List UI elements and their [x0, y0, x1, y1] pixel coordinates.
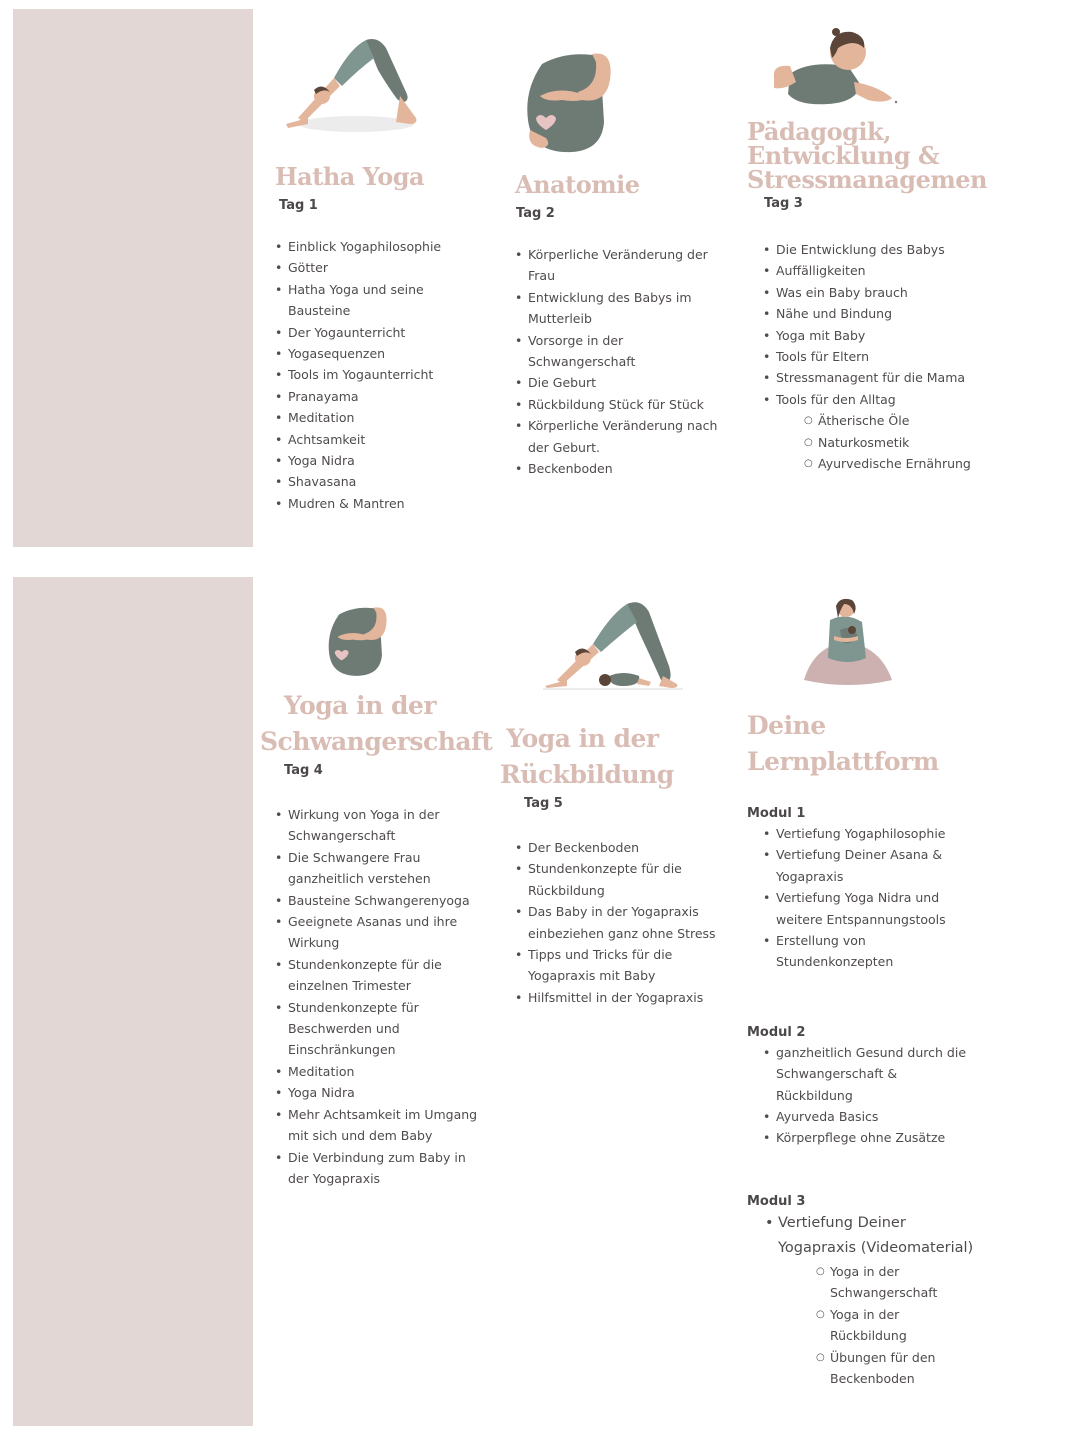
section-title-lernplattform: Deine Lernplattform: [747, 711, 939, 776]
list-item: [765, 1211, 977, 1389]
list-item: • Shavasana: [275, 471, 490, 492]
list-item: • Wirkung von Yoga in der Schwangerschaft: [275, 804, 485, 847]
list-item: • ganzheitlich Gesund durch die Schwangerschaft & Rückbildung: [763, 1042, 977, 1106]
list-item: • Tools im Yogaunterricht: [275, 364, 490, 385]
list-item: • Das Baby in der Yogapraxis einbeziehen ganz ohne Stress: [515, 901, 720, 944]
list-item: • Meditation: [275, 1061, 485, 1082]
list-item: [763, 389, 972, 475]
list-item: • Entwicklung des Babys im Mutterleib: [515, 287, 720, 330]
list-item: • Hatha Yoga und seine Bausteine: [275, 279, 490, 322]
list-item: • Geeignete Asanas und ihre Wirkung: [275, 911, 485, 954]
topic-list-paedagogik: [763, 239, 972, 474]
list-item: • Körperpflege ohne Zusätze: [763, 1127, 977, 1148]
list-item: • Die Geburt: [515, 372, 720, 393]
list-item: • Vertiefung Yogaphilosophie: [763, 823, 977, 844]
list-item: • Nähe und Bindung: [763, 303, 972, 324]
list-item: • Auffälligkeiten: [763, 260, 972, 281]
list-item: • Erstellung von Stundenkonzepten: [763, 930, 977, 973]
crawling-baby-icon: [768, 24, 903, 106]
sub-list-item: ○ Ayurvedische Ernährung: [804, 453, 972, 474]
day-label-tag-5: Tag 5: [524, 796, 563, 811]
list-item: • Vorsorge in der Schwangerschaft: [515, 330, 720, 373]
list-item: • Yoga Nidra: [275, 450, 490, 471]
section-title-paedagogik: Pädagogik, Entwicklung & Stressmanagemen: [747, 117, 987, 194]
topic-list-anatomie: [515, 244, 720, 479]
list-item: • Tools für Eltern: [763, 346, 972, 367]
list-item: • Die Entwicklung des Babys: [763, 239, 972, 260]
list-item: • Stressmanagent für die Mama: [763, 367, 972, 388]
list-item: • Rückbildung Stück für Stück: [515, 394, 720, 415]
sub-list-item: ○ Yoga in der Rückbildung: [816, 1304, 977, 1347]
section-title-anatomie: Anatomie: [515, 170, 640, 199]
pregnant-belly-icon: [325, 604, 391, 678]
list-item: • Götter: [275, 257, 490, 278]
sub-list-videomaterial: [788, 1261, 977, 1389]
decorative-sidebar-top: [13, 9, 253, 547]
sub-list-item: ○ Naturkosmetik: [804, 432, 972, 453]
list-item-label: Vertiefung Deiner Yogapraxis (Videomaterial): [778, 1214, 974, 1256]
topic-list-rueckbildung: [515, 837, 720, 1008]
list-item: • Beckenboden: [515, 458, 720, 479]
list-item: • Meditation: [275, 407, 490, 428]
list-item: • Achtsamkeit: [275, 429, 490, 450]
mother-holding-baby-icon: [800, 596, 894, 688]
list-item: • Bausteine Schwangerenyoga: [275, 890, 485, 911]
day-label-tag-4: Tag 4: [284, 763, 323, 778]
list-item: • Yoga mit Baby: [763, 325, 972, 346]
module-label-1: Modul 1: [747, 806, 806, 821]
list-item: • Yoga Nidra: [275, 1082, 485, 1103]
list-item: • Mudren & Mantren: [275, 493, 490, 514]
sub-list-item: ○ Yoga in der Schwangerschaft: [816, 1261, 977, 1304]
decorative-sidebar-bottom: [13, 577, 253, 1426]
sub-list-alltag: [776, 410, 972, 474]
topic-list-hatha: [275, 236, 490, 514]
list-item: • Ayurveda Basics: [763, 1106, 977, 1127]
list-item: • Körperliche Veränderung der Frau: [515, 244, 720, 287]
section-title-yoga-schwangerschaft: Yoga in der Schwangerschaft: [260, 691, 493, 756]
module-list-1: [763, 823, 977, 973]
list-item: • Was ein Baby brauch: [763, 282, 972, 303]
pregnant-belly-icon: [522, 50, 617, 154]
list-item: • Körperliche Veränderung nach der Geburt.: [515, 415, 720, 458]
list-item: • Einblick Yogaphilosophie: [275, 236, 490, 257]
list-item: • Pranayama: [275, 386, 490, 407]
sub-list-item: ○ Übungen für den Beckenboden: [816, 1347, 977, 1390]
list-item: • Yogasequenzen: [275, 343, 490, 364]
section-title-hatha-yoga: Hatha Yoga: [275, 162, 425, 191]
downward-dog-with-baby-icon: [543, 596, 683, 692]
topic-list-schwangerschaft: [275, 804, 485, 1189]
day-label-tag-2: Tag 2: [516, 206, 555, 221]
list-item: • Hilfsmittel in der Yogapraxis: [515, 987, 720, 1008]
list-item: • Vertiefung Deiner Asana & Yogapraxis: [763, 844, 977, 887]
list-item: • Stundenkonzepte für Beschwerden und Einschränkungen: [275, 997, 485, 1061]
list-item: • Stundenkonzepte für die Rückbildung: [515, 858, 720, 901]
list-item: • Tipps und Tricks für die Yogapraxis mit Baby: [515, 944, 720, 987]
list-item: • Der Yogaunterricht: [275, 322, 490, 343]
list-item: • Der Beckenboden: [515, 837, 720, 858]
day-label-tag-3: Tag 3: [764, 196, 803, 211]
section-title-yoga-rueckbildung: Yoga in der Rückbildung: [500, 724, 674, 789]
list-item: • Stundenkonzepte für die einzelnen Trimester: [275, 954, 485, 997]
list-item: • Mehr Achtsamkeit im Umgang mit sich und dem Baby: [275, 1104, 485, 1147]
list-item: • Die Verbindung zum Baby in der Yogapraxis: [275, 1147, 485, 1190]
module-label-2: Modul 2: [747, 1024, 806, 1040]
list-item: • Die Schwangere Frau ganzheitlich verstehen: [275, 847, 485, 890]
sub-list-item: ○ Ätherische Öle: [804, 410, 972, 431]
downward-dog-icon: [278, 30, 423, 136]
day-label-tag-1: Tag 1: [279, 198, 318, 213]
module-list-3: [765, 1211, 977, 1389]
list-item: • Vertiefung Yoga Nidra und weitere Entspannungstools: [763, 887, 977, 930]
module-label-3: Modul 3: [747, 1193, 806, 1209]
module-list-2: [763, 1042, 977, 1149]
list-item-label: Tools für den Alltag: [776, 391, 896, 407]
